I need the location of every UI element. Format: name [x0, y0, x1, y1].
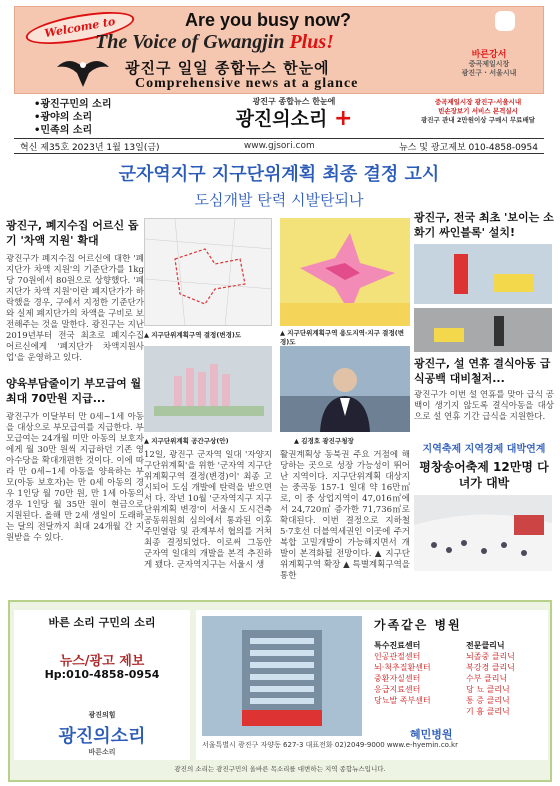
plus-mark: + — [333, 106, 353, 131]
lead-story-text-b: 활권계획상 동북권 주요 거점에 해당하는 곳으로 성장 가능성이 뛰어난 지역이다. 지구단위계획 대상지는 중곡동 157-1 일대 약 16만㎡로, 이 중 상업지역이 47,016㎡에서 24,720㎡ 증가한 71,736㎡로 확대된다. 이번 결정으로 지하철 5·7호선 더블역세권인 이곳에 주거복합 고밀개발이 가능해지면서 개발이 본격화될 전망이다. ▲ 지구단위계획구역 확장 ▲ 특별계획구역을 통한 — [280, 450, 410, 581]
ad-slogan: 바른 소리 구민의 소리 — [48, 616, 156, 629]
list-item: 통 증 클리닉 — [466, 696, 510, 705]
top-banner — [14, 6, 544, 94]
gear-icon[interactable] — [495, 11, 515, 31]
left-column — [6, 218, 144, 543]
story-title[interactable]: 양육부담줄이기 부모급여 월 최대 70만원 지급... — [6, 377, 142, 405]
masthead-subtitle: 광진구 종합뉴스 한눈에 — [252, 97, 336, 106]
headline-title[interactable]: 군자역지구 지구단위계획 최종 결정 고시 — [118, 164, 440, 185]
banner-side-line-2: 광진구 · 서울시내 — [461, 69, 517, 77]
banner-voice-title — [95, 31, 334, 54]
list-item: 당 뇨 클리닉 — [466, 685, 510, 694]
story-title[interactable]: 광진구, 설 연휴 결식아동 급식공백 대비철저... — [414, 357, 551, 385]
bottom-advertisement — [8, 600, 552, 782]
masthead-right-notice — [418, 98, 538, 125]
hospital-building-image — [202, 616, 362, 736]
right-column — [414, 210, 554, 571]
list-item: 뇌졸중 클리닉 — [466, 652, 515, 661]
list-item: 수부 클리닉 — [466, 674, 508, 683]
hospital-slogan: 가족같은 병원 — [374, 618, 462, 632]
paper-name: 광진의소리 — [235, 108, 328, 130]
masthead-title — [204, 107, 384, 131]
festival-subtitle: 지역축제 지역경제 대박연계 — [422, 444, 546, 455]
list-item: 복강경 클리닉 — [466, 663, 515, 672]
story-2 — [6, 376, 144, 598]
notice-line: 빈손장보기 서비스 본격실시 — [438, 107, 518, 115]
list-item: 인공관절센터 — [374, 652, 421, 661]
list-heading: 전문클리닉 — [466, 641, 505, 650]
fire-extinguisher-photo — [414, 244, 552, 304]
banner-question: Are you busy now? — [185, 10, 352, 30]
special-centers-list — [374, 640, 431, 706]
voice-main: The Voice of Gwangjin — [95, 31, 285, 53]
signblock-photo — [414, 308, 552, 352]
banner-korean-line: 광진구 일일 종합뉴스 한눈에 — [125, 59, 330, 77]
ad-footer: 광진의 소리는 광진구민의 올바른 목소리를 대변하는 지역 종합뉴스입니다. — [174, 765, 386, 773]
notice-line: 중곡제일시장 광진구·서울시내 — [434, 98, 522, 106]
image-caption: ▲ 지구단위계획구역 결정(변경)도 — [144, 331, 242, 339]
site-url[interactable]: www.gjsori.com — [243, 141, 315, 151]
story-body: 광진구가 이번 설 연휴를 맞아 급식 공백이 생기지 않도록 결식아동을 대상으로 설 연휴 기간 급식을 지원한다. — [414, 390, 554, 422]
festival-title[interactable]: 평창송어축제 12만명 다녀가 대박 — [419, 460, 549, 490]
ad-tip-label: 뉴스/광고 제보 — [59, 654, 145, 669]
hospital-name: 혜민병원 — [410, 728, 453, 741]
ad-small-label: 광진의힘 — [88, 711, 116, 719]
ad-tagline: 바른소리 — [88, 748, 116, 756]
masthead — [14, 96, 544, 138]
story-body: 광진구가 이달부터 만 0세~1세 아동을 대상으로 부모급여를 지급한다. 부모급여는 24개월 미만 아동의 보호자에게 월 30만 원씩 지급하던 기존 영아수당을 확대개편한 것이다. 이에 따라 만 0세~1세 아동을 양육하는 부모(아동 보호자)는 만 0세 아동의 경우 1인당 월 70만 원, 만 1세 아동의 경우 1인당 월 35만 원이 현금으로 지원된다. 올해 만 2세 생일이 도래하는 달의 전달까지 최대 24개월 간 지원받을 수 있다. — [6, 412, 144, 543]
list-item: 뇌·척추질환센터 — [374, 663, 431, 672]
festival-photo — [414, 495, 552, 571]
list-item: 응급지료센터 — [374, 685, 421, 694]
hospital-address: 서울특별시 광진구 자양동 627-3 대표전화 02)2049-9000 www.e-hyemin.co.kr — [202, 741, 458, 749]
story-body: 광진구가 폐지수집 어르신에 대한 '폐지단가 차액 지원'의 기준단가를 1kg당 70원에서 80원으로 상향했다. '폐지단가 차액 지원'이란 폐지단가가 하락했을 경우, 구에서 지정한 기준단가와 실제 폐지단가의 차액을 구비로 보전해주는 것을 말한다. 광진구는 지난 2019년부터 전국 최초로 폐지수집 어르신에게 '폐지단가 차액지원사업'을 운영하고 있다. — [6, 254, 144, 363]
issue-bar — [14, 138, 544, 154]
badge-text: 바른강서 — [471, 50, 507, 60]
list-item: 중환자실센터 — [374, 674, 421, 683]
eagle-icon — [55, 53, 111, 89]
banner-english-line: Comprehensive news at a glance — [135, 76, 359, 91]
mayor-photo — [280, 346, 410, 432]
voice-item: •광야의 소리 — [34, 112, 93, 123]
list-heading: 특수진료센터 — [374, 641, 421, 650]
zoning-map-image — [144, 218, 272, 326]
notice-line: 광진구 관내 2만원이상 구매시 무료배달 — [420, 116, 536, 124]
welcome-stamp: Welcome to — [24, 6, 137, 51]
list-item: 당뇨발 족부센터 — [374, 696, 431, 705]
headline-subtitle: 도심개발 탄력 시발탄되나 — [194, 191, 364, 209]
lead-story-text-a: 12일, 광진구 군자역 일대 '자양지구단위계획'을 위한 '군자역 지구단위계획구역 결정(변경)이' 최종 고시되어 도심 개발에 탄력을 받으면서 다. 작년 10월 '군자역지구 지구단위계획 변경'이 서울시 도시건축공동위원회 심의에서 통과된 이후 주민열람 및 관계부서 협의를 거쳐 최종 결정되었다. 이로써 그동안 군자역 일대의 개발을 본격 추진하게 됐다. 군자역지구는 서울시 생 — [144, 450, 272, 570]
voice-item: •광진구민의 소리 — [34, 99, 112, 110]
zoning-color-map-image — [280, 218, 410, 326]
story-title[interactable]: 광진구, 폐지수집 어르신 돕기 '차액 지원' 확대 — [6, 219, 139, 247]
clinics-list — [466, 640, 515, 717]
story-title[interactable]: 광진구, 전국 최초 '보이는 소화기 싸인블록' 설치! — [414, 211, 554, 239]
lead-headline — [14, 160, 544, 210]
contact-line: 뉴스 및 광고제보 010-4858-0954 — [399, 142, 538, 153]
list-item: 기 흉 클리닉 — [466, 707, 510, 716]
news-tip-ad — [14, 610, 190, 760]
voice-plus: Plus! — [289, 31, 334, 53]
rendering-image — [144, 346, 272, 432]
voices-list — [34, 98, 112, 137]
masthead-center — [204, 96, 384, 131]
voice-item: •민족의 소리 — [34, 125, 93, 136]
image-caption: ▲ 지구단위계획구역 용도지역·지구 결정(변경)도 — [280, 329, 404, 346]
hospital-ad — [196, 610, 548, 760]
image-caption: ▲ 김경호 광진구청장 — [294, 437, 354, 445]
ad-paper-logo: 광진의소리 — [58, 726, 146, 747]
image-caption: ▲ 지구단위계획 공간구상(안) — [144, 437, 229, 445]
ad-phone[interactable]: Hp:010-4858-0954 — [44, 668, 160, 681]
banner-side-line-1: 중곡제일시장 — [468, 60, 510, 68]
issue-number: 혁신 제35호 2023년 1월 13일(금) — [20, 142, 160, 153]
banner-side-logo — [453, 51, 525, 91]
